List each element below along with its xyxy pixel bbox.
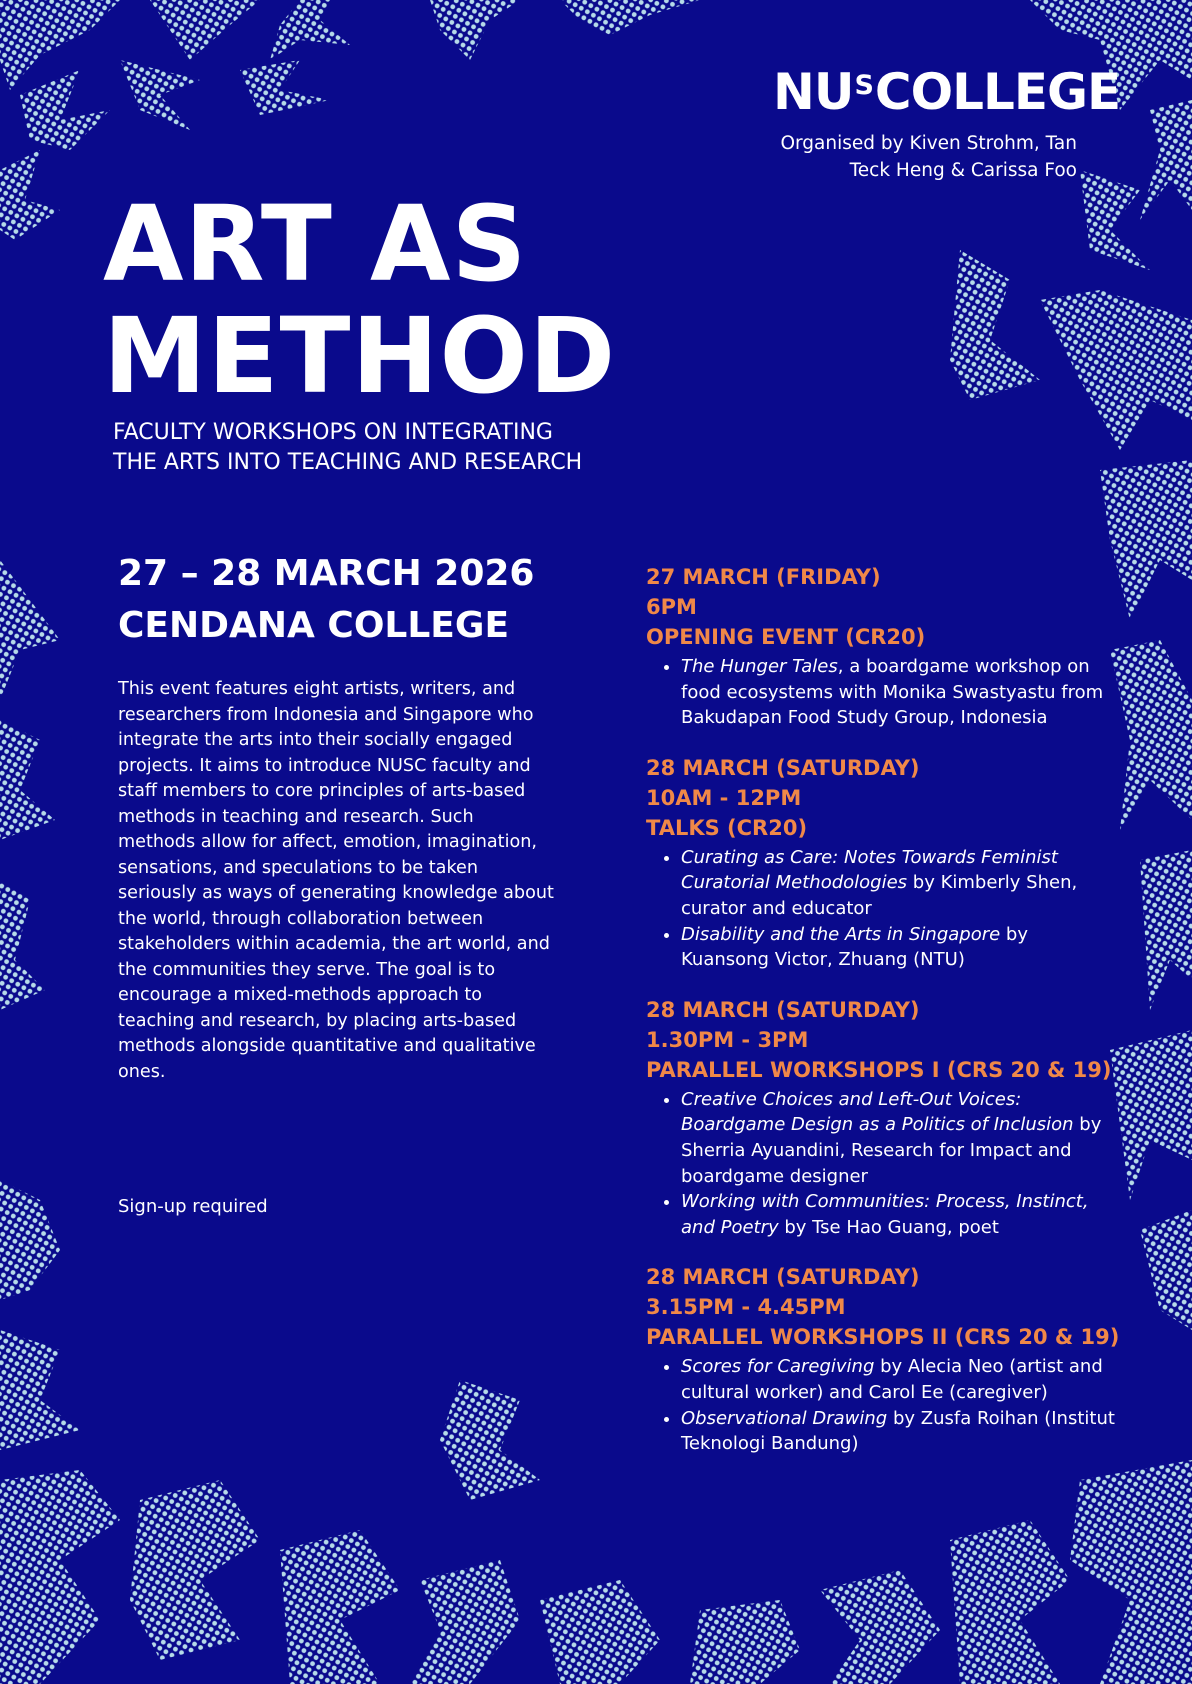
item-title: The Hunger Tales (681, 656, 838, 677)
event-description: This event features eight artists, writers, and researchers from Indonesia and Singapore who integrate the arts into their socially engaged projects. It aims to introduce NUSC faculty and staff members to core principles of arts-based methods in teaching and research. Such methods allow for affect, emotion, imagination, sensations, and speculations to be taken seriously as ways of generating knowledge about the world, through collaboration between stakeholders within academia, the art world, and the communities they serve. The goal is to encourage a mixed-methods approach to teaching and research, by placing arts-based methods alongside quantitative and qualitative ones. (118, 679, 554, 1082)
schedule-items (646, 654, 1116, 731)
item-title: Disability and the Arts in Singapore (681, 923, 1001, 945)
schedule-session: PARALLEL WORKSHOPS II (CRS 20 & 19) (646, 1325, 1120, 1350)
schedule-item (681, 654, 1116, 731)
schedule-item (681, 1189, 1116, 1240)
schedule-day-label: 28 MARCH (SATURDAY) (646, 997, 920, 1022)
item-title: Working with Communities: Process, Instinct, and Poetry (681, 1191, 1089, 1238)
logo-text-college: COLLEGE (874, 63, 1121, 121)
schedule-session: TALKS (CR20) (646, 815, 808, 840)
schedule (646, 562, 1120, 1479)
item-detail: , a boardgame workshop on food ecosystems with Monika Swastyastu from Bakudapan Food Study Group, Indonesia (681, 656, 1104, 729)
schedule-items (646, 1087, 1116, 1241)
item-detail: by Kuansong Victor, Zhuang (NTU) (681, 923, 1028, 971)
event-dates: 27 – 28 MARCH 2026 (118, 553, 535, 594)
schedule-item (681, 1354, 1116, 1405)
item-title: Creative Choices and Left-Out Voices: Boardgame Design as a Politics of Inclusion (681, 1088, 1074, 1136)
schedule-day-label: 28 MARCH (SATURDAY) (646, 1265, 920, 1290)
logo-text-nu: NU (773, 63, 854, 121)
subtitle-line-2: THE ARTS INTO TEACHING AND RESEARCH (113, 450, 583, 475)
subtitle (113, 418, 582, 478)
schedule-time: 3.15PM - 4.45PM (646, 1295, 846, 1320)
item-title: Curating as Care: Notes Towards Feminist Curatorial Methodologies (681, 846, 1058, 894)
item-detail: by Sherria Ayuandini, Research for Impact and boardgame designer (681, 1114, 1102, 1187)
organiser-credit: Organised by Kiven Strohm, Tan Teck Heng & Carissa Foo (780, 133, 1077, 181)
schedule-items (646, 1354, 1116, 1456)
subtitle-line-1: FACULTY WORKSHOPS ON INTEGRATING (113, 420, 553, 445)
event-venue: CENDANA COLLEGE (118, 605, 510, 646)
schedule-item (681, 922, 1116, 973)
item-title: Scores for Caregiving (681, 1356, 875, 1378)
title-line-2: METHOD (103, 295, 617, 417)
schedule-day (646, 1262, 1120, 1456)
schedule-time: 6PM (646, 595, 697, 619)
item-detail: by Zusfa Roihan (Institut Teknologi Bandung) (681, 1407, 1115, 1455)
schedule-session: PARALLEL WORKSHOPS I (CRS 20 & 19) (646, 1057, 1112, 1082)
logo-text-s: S (854, 70, 874, 101)
schedule-item (681, 1087, 1116, 1189)
schedule-day (646, 995, 1116, 1241)
item-title: Observational Drawing (681, 1407, 888, 1429)
schedule-time: 1.30PM - 3PM (646, 1027, 809, 1052)
item-detail: by Kimberly Shen, curator and educator (681, 872, 1078, 919)
schedule-item (681, 1406, 1116, 1457)
schedule-day-label: 27 MARCH (FRIDAY) (646, 565, 881, 589)
schedule-day (646, 753, 1116, 973)
item-detail: by Alecia Neo (artist and cultural worker) and Carol Ee (caregiver) (681, 1356, 1103, 1403)
page-title (103, 183, 617, 417)
schedule-items (646, 845, 1116, 973)
event-date-venue (118, 548, 534, 652)
schedule-item (681, 845, 1116, 922)
schedule-day-label: 28 MARCH (SATURDAY) (646, 755, 920, 780)
schedule-time: 10AM - 12PM (646, 785, 802, 810)
nus-college-logo (773, 64, 1120, 129)
signup-note: Sign-up required (118, 1196, 268, 1217)
schedule-session: OPENING EVENT (CR20) (646, 625, 926, 649)
item-detail: by Tse Hao Guang, poet (778, 1216, 999, 1238)
title-line-1: ART AS (103, 183, 528, 305)
schedule-day (646, 562, 1116, 731)
